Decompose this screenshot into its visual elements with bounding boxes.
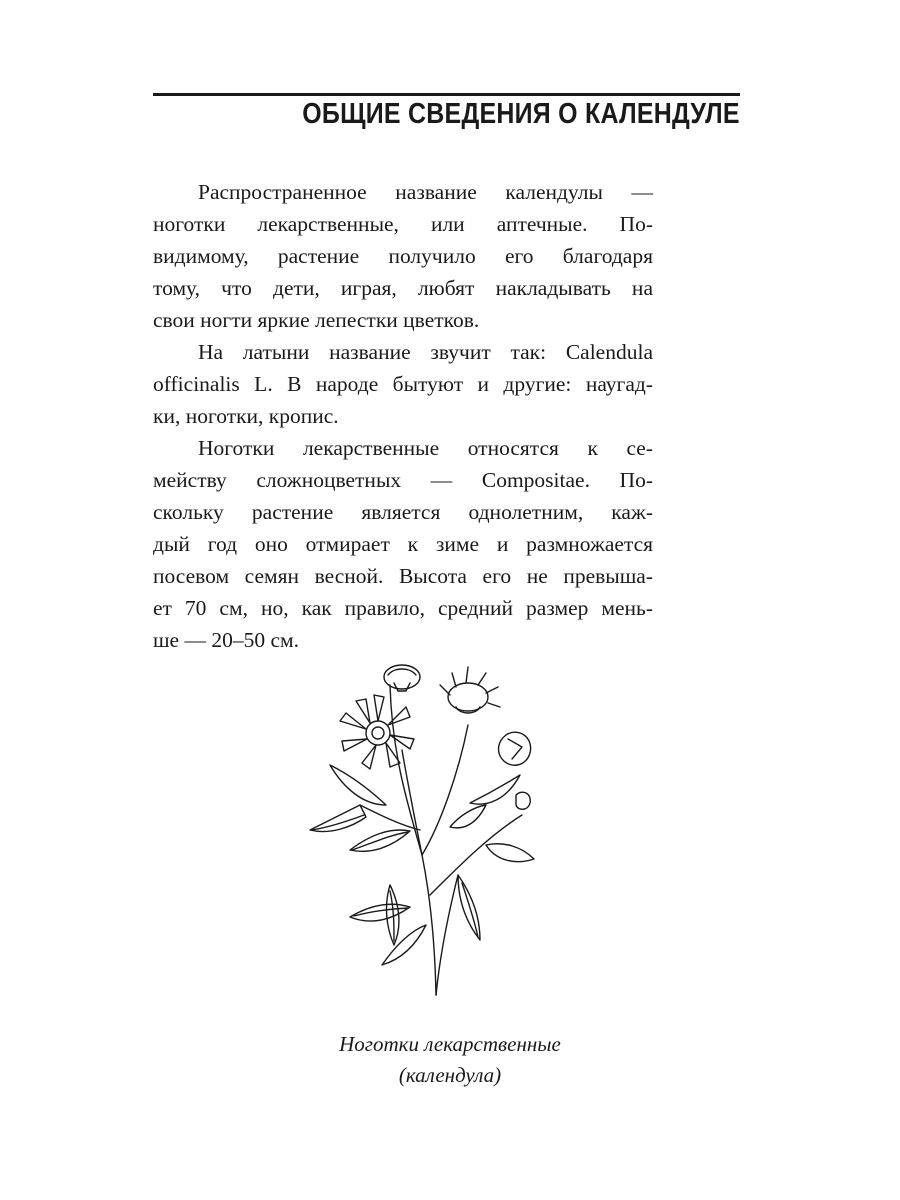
paragraph-line: посевом семян весной. Высота его не превыша- bbox=[153, 564, 653, 588]
paragraph-line: тому, что дети, играя, любят накладывать на bbox=[153, 276, 653, 300]
header-rule bbox=[153, 93, 740, 96]
paragraph-line: ноготки лекарственные, или аптечные. По- bbox=[153, 212, 653, 236]
paragraph-line: Ноготки лекарственные относятся к се- bbox=[198, 436, 653, 460]
paragraph-line: ет 70 см, но, как правило, средний размер мень- bbox=[153, 596, 653, 620]
paragraph-line: На латыни название звучит так: Calendula bbox=[198, 340, 653, 364]
caption-line-1: Ноготки лекарственные bbox=[339, 1032, 561, 1056]
paragraph-line: Распространенное название календулы — bbox=[198, 180, 653, 204]
spiky-flower-icon bbox=[440, 667, 500, 713]
paragraph-line: officinalis L. В народе бытуют и другие: наугад- bbox=[153, 372, 653, 396]
paragraph-line: свои ногти яркие лепестки цветков. bbox=[153, 308, 480, 332]
body-text bbox=[153, 176, 653, 656]
paragraph-line: мейству сложноцветных — Compositae. По- bbox=[153, 468, 653, 492]
caption-line-2: (календула) bbox=[398, 1063, 502, 1087]
paragraph-line: видимому, растение получило его благодаря bbox=[153, 244, 653, 268]
paragraph-line: скольку растение является однолетним, каж- bbox=[153, 500, 653, 524]
paragraph-line: ше — 20–50 см. bbox=[153, 628, 299, 652]
paragraph-line: ки, ноготки, кропис. bbox=[153, 404, 339, 428]
page-heading: ОБЩИЕ СВЕДЕНИЯ О КАЛЕНДУЛЕ bbox=[302, 98, 740, 130]
side-flower-icon bbox=[499, 732, 531, 765]
calendula-flower-illustration bbox=[290, 655, 550, 1000]
paragraph-line: дый год оно отмирает к зиме и размножается bbox=[153, 532, 653, 556]
